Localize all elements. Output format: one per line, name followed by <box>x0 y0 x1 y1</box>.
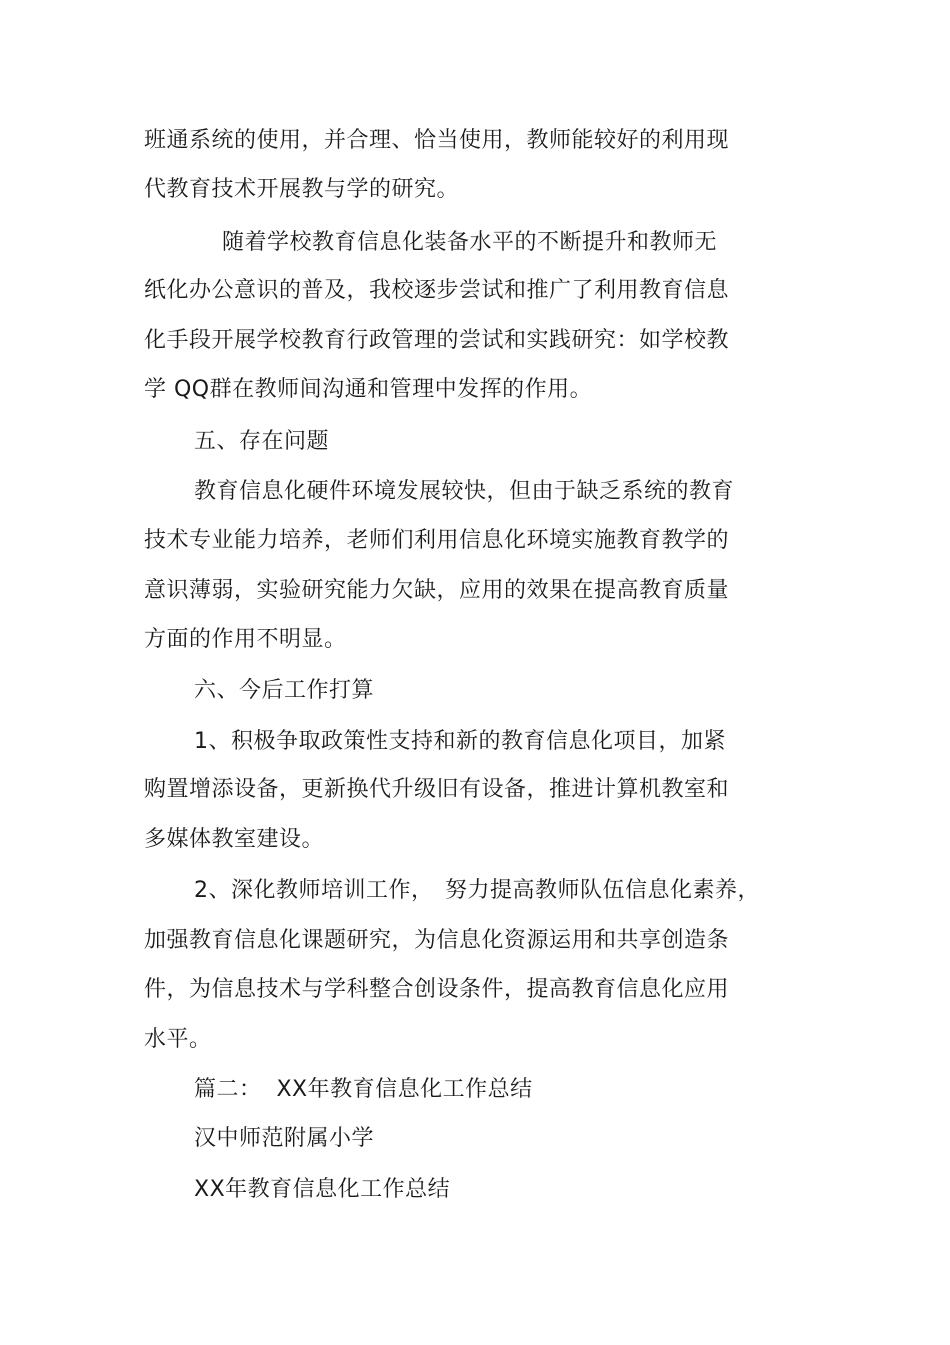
paragraph-first-line: 1、积极争取政策性支持和新的教育信息化项目，加紧 <box>194 729 726 754</box>
body-text-line: 水平。 <box>144 1027 212 1052</box>
section-heading: 五、存在问题 <box>194 429 330 454</box>
body-text-line: 纸化办公意识的普及，我校逐步尝试和推广了利用教育信息 <box>144 278 730 303</box>
body-text-line: 技术专业能力培养，老师们利用信息化环境实施教育教学的 <box>144 528 730 553</box>
report-title: XX年教育信息化工作总结 <box>194 1177 451 1202</box>
body-text-line: 化手段开展学校教育行政管理的尝试和实践研究：如学校教 <box>144 328 730 353</box>
paragraph-first-line: 随着学校教育信息化装备水平的不断提升和教师无 <box>222 230 718 255</box>
paragraph-first-line: 2、深化教师培训工作， 努力提高教师队伍信息化素养， <box>194 878 760 903</box>
body-text-line: 班通系统的使用，并合理、恰当使用，教师能较好的利用现 <box>144 128 730 153</box>
body-text-line: 件，为信息技术与学科整合创设条件，提高教育信息化应用 <box>144 977 730 1002</box>
body-text-line: 意识薄弱，实验研究能力欠缺，应用的效果在提高教育质量 <box>144 578 730 603</box>
body-text-line: 方面的作用不明显。 <box>144 627 347 652</box>
section-heading: 六、今后工作打算 <box>194 678 375 703</box>
paragraph-first-line: 教育信息化硬件环境发展较快，但由于缺乏系统的教育 <box>194 479 735 504</box>
body-text-line: 加强教育信息化课题研究，为信息化资源运用和共享创造条 <box>144 928 730 953</box>
body-text-line: 多媒体教室建设。 <box>144 827 325 852</box>
body-text-line: 学 QQ群在教师间沟通和管理中发挥的作用。 <box>144 377 593 402</box>
article-heading: 篇二： XX年教育信息化工作总结 <box>194 1077 533 1102</box>
body-text-line: 代教育技术开展教与学的研究。 <box>144 177 460 202</box>
school-name: 汉中师范附属小学 <box>194 1126 375 1151</box>
body-text-line: 购置增添设备，更新换代升级旧有设备，推进计算机教室和 <box>144 777 730 802</box>
